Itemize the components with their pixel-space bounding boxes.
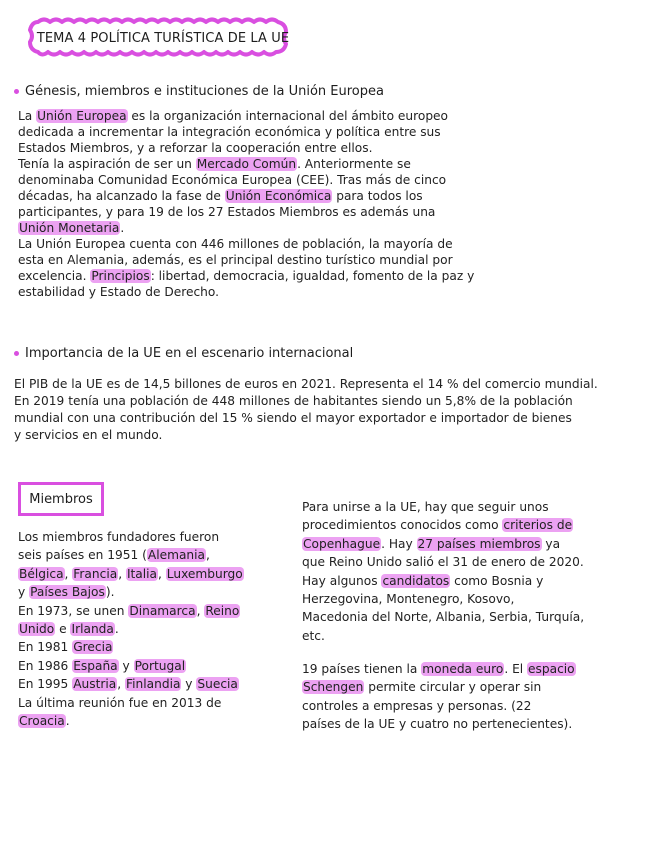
text-run: La	[18, 109, 37, 123]
bullet-icon	[14, 89, 19, 94]
text-run: procedimientos conocidos como	[302, 518, 503, 533]
highlighted-term: Copenhague	[303, 536, 381, 551]
text-run: El PIB de la UE es de 14,5 billones de euros en 2021. Representa el 14 % del comercio mundial.	[14, 377, 598, 391]
text-run: En 1995	[18, 677, 73, 692]
text-line	[18, 156, 474, 172]
text-run: La Unión Europea cuenta con 446 millones de población, la mayoría de	[18, 237, 453, 251]
text-line	[18, 620, 244, 638]
text-run: e	[55, 622, 71, 637]
highlighted-term: Irlanda	[71, 622, 114, 637]
text-run: : libertad, democracia, igualdad, fomento de la paz y	[150, 269, 475, 283]
text-run: seis países en 1951 (	[18, 548, 147, 563]
paragraph-genesis	[18, 108, 474, 300]
text-line	[18, 546, 244, 564]
text-run: ,	[118, 566, 126, 581]
text-line	[18, 140, 474, 156]
highlighted-term: España	[73, 658, 118, 673]
text-run: y	[181, 677, 197, 692]
text-line	[302, 678, 576, 696]
text-line	[14, 410, 598, 427]
text-run: estabilidad y Estado de Derecho.	[18, 285, 220, 299]
highlighted-term: Finlandia	[126, 677, 181, 692]
text-run: excelencia.	[18, 269, 91, 283]
text-run: ,	[117, 677, 126, 692]
highlighted-term: Reino	[205, 603, 240, 618]
text-run: En 2019 tenía una población de 448 millones de habitantes siendo un 5,8% de la población	[14, 394, 573, 408]
text-run: controles a empresas y personas. (22	[302, 698, 532, 713]
text-line	[302, 627, 584, 645]
text-line	[18, 236, 474, 252]
highlighted-term: Austria	[73, 677, 117, 692]
text-run: En 1981	[18, 640, 73, 655]
text-run: .	[120, 221, 125, 235]
text-run: ).	[105, 585, 115, 600]
text-line	[302, 498, 584, 516]
text-line	[18, 172, 474, 188]
text-line	[18, 675, 244, 693]
highlighted-term: Unido	[19, 622, 55, 637]
text-run: etc.	[302, 628, 325, 643]
text-line	[302, 697, 576, 715]
paragraph-members	[18, 528, 244, 730]
text-line	[18, 220, 474, 236]
highlighted-term: moneda euro	[422, 662, 504, 676]
section-heading-genesis	[14, 84, 384, 99]
highlighted-term: Francia	[73, 566, 118, 581]
text-run: Tenía la aspiración de ser un	[18, 157, 196, 171]
text-run: .	[65, 714, 70, 729]
text-run: países de la UE y cuatro no pertenecientes).	[302, 717, 573, 732]
page-title: TEMA 4 POLÍTICA TURÍSTICA DE LA UE	[36, 30, 290, 46]
text-run: esta en Alemania, además, es el principal destino turístico mundial por	[18, 253, 453, 267]
highlighted-term: Italia	[126, 566, 158, 581]
text-line	[18, 602, 244, 620]
text-run: para todos los	[332, 189, 423, 203]
highlighted-term: Unión Monetaria	[19, 221, 120, 235]
highlighted-term: 27 países miembros	[417, 536, 541, 551]
text-run: . Hay	[381, 536, 417, 551]
text-line	[18, 124, 474, 140]
text-line	[302, 535, 584, 553]
text-run: como Bosnia y	[450, 573, 544, 588]
text-run: ,	[158, 566, 166, 581]
text-run: Los miembros fundadores fueron	[18, 530, 220, 544]
text-line	[302, 715, 576, 733]
text-line	[302, 660, 576, 678]
highlighted-term: Schengen	[303, 680, 364, 695]
text-run: dedicada a incrementar la integración económica y política entre sus	[18, 125, 441, 139]
highlighted-term: Croacia	[19, 714, 65, 729]
title-banner	[24, 16, 302, 60]
text-line	[302, 572, 584, 590]
highlighted-term: Principios	[91, 269, 150, 283]
paragraph-accession	[302, 498, 584, 645]
text-line	[18, 712, 244, 730]
text-run: y	[118, 658, 134, 673]
text-run: En 1986	[18, 658, 73, 673]
text-line	[18, 638, 244, 656]
highlighted-term: Bélgica	[19, 566, 64, 581]
text-line	[302, 553, 584, 571]
text-run: es la organización internacional del ámbito europeo	[127, 109, 449, 123]
text-run: En 1973, se unen	[18, 603, 129, 618]
text-line	[302, 590, 584, 608]
text-run: 19 países tienen la	[302, 662, 422, 676]
text-run: ,	[206, 548, 210, 563]
section-heading-importance	[14, 346, 353, 361]
text-run: Hay algunos	[302, 573, 382, 588]
text-line	[302, 516, 584, 534]
text-run: La última reunión fue en 2013 de	[18, 695, 222, 710]
text-run: y servicios en el mundo.	[14, 428, 163, 442]
members-box-title: Miembros	[18, 482, 104, 516]
text-run: Macedonia del Norte, Albania, Serbia, Turquía,	[302, 610, 585, 625]
highlighted-term: Unión Económica	[225, 189, 332, 203]
text-line	[18, 583, 244, 601]
text-line	[18, 108, 474, 124]
highlighted-term: Luxemburgo	[166, 566, 243, 581]
highlighted-term: Dinamarca	[129, 603, 196, 618]
text-run: ,	[196, 603, 205, 618]
highlighted-term: criterios de	[503, 518, 573, 533]
text-run: décadas, ha alcanzado la fase de	[18, 189, 225, 203]
text-run: que Reino Unido salió el 31 de enero de 2020.	[302, 555, 584, 570]
text-line	[18, 188, 474, 204]
text-line	[18, 204, 474, 220]
text-run: Herzegovina, Montenegro, Kosovo,	[302, 592, 515, 607]
text-line	[14, 427, 598, 444]
text-run: Para unirse a la UE, hay que seguir unos	[302, 500, 549, 514]
text-run: y	[18, 585, 30, 600]
text-run: permite circular y operar sin	[364, 680, 542, 695]
text-run: Estados Miembros, y a reforzar la cooperación entre ellos.	[18, 141, 373, 155]
text-run: . El	[504, 662, 528, 676]
text-run: ,	[64, 566, 73, 581]
text-line	[18, 694, 244, 712]
heading-text: Importancia de la UE en el escenario internacional	[25, 346, 354, 361]
text-run: .	[114, 622, 119, 637]
text-run: mundial con una contribución del 15 % siendo el mayor exportador e importador de bienes	[14, 411, 572, 425]
highlighted-term: candidatos	[382, 573, 450, 588]
bullet-icon	[14, 351, 19, 356]
text-line	[302, 608, 584, 626]
paragraph-importance	[14, 376, 598, 444]
highlighted-term: Mercado Común	[196, 157, 297, 171]
text-line	[18, 657, 244, 675]
highlighted-term: Países Bajos	[30, 585, 105, 600]
text-line	[18, 565, 244, 583]
text-run: denominaba Comunidad Económica Europea (CEE). Tras más de cinco	[18, 173, 447, 187]
text-run: ya	[541, 536, 561, 551]
highlighted-term: Suecia	[197, 677, 238, 692]
text-line	[14, 376, 598, 393]
text-line	[18, 528, 244, 546]
text-line	[18, 284, 474, 300]
text-run: . Anteriormente se	[297, 157, 411, 171]
highlighted-term: Portugal	[134, 658, 186, 673]
highlighted-term: Unión Europea	[37, 109, 127, 123]
highlighted-term: Grecia	[73, 640, 113, 655]
text-line	[18, 268, 474, 284]
heading-text: Génesis, miembros e instituciones de la Unión Europea	[25, 84, 384, 99]
paragraph-euro-schengen	[302, 660, 576, 734]
text-run: participantes, y para 19 de los 27 Estados Miembros es además una	[18, 205, 436, 219]
text-line	[14, 393, 598, 410]
highlighted-term: espacio	[528, 662, 575, 676]
highlighted-term: Alemania	[147, 548, 206, 563]
text-line	[18, 252, 474, 268]
